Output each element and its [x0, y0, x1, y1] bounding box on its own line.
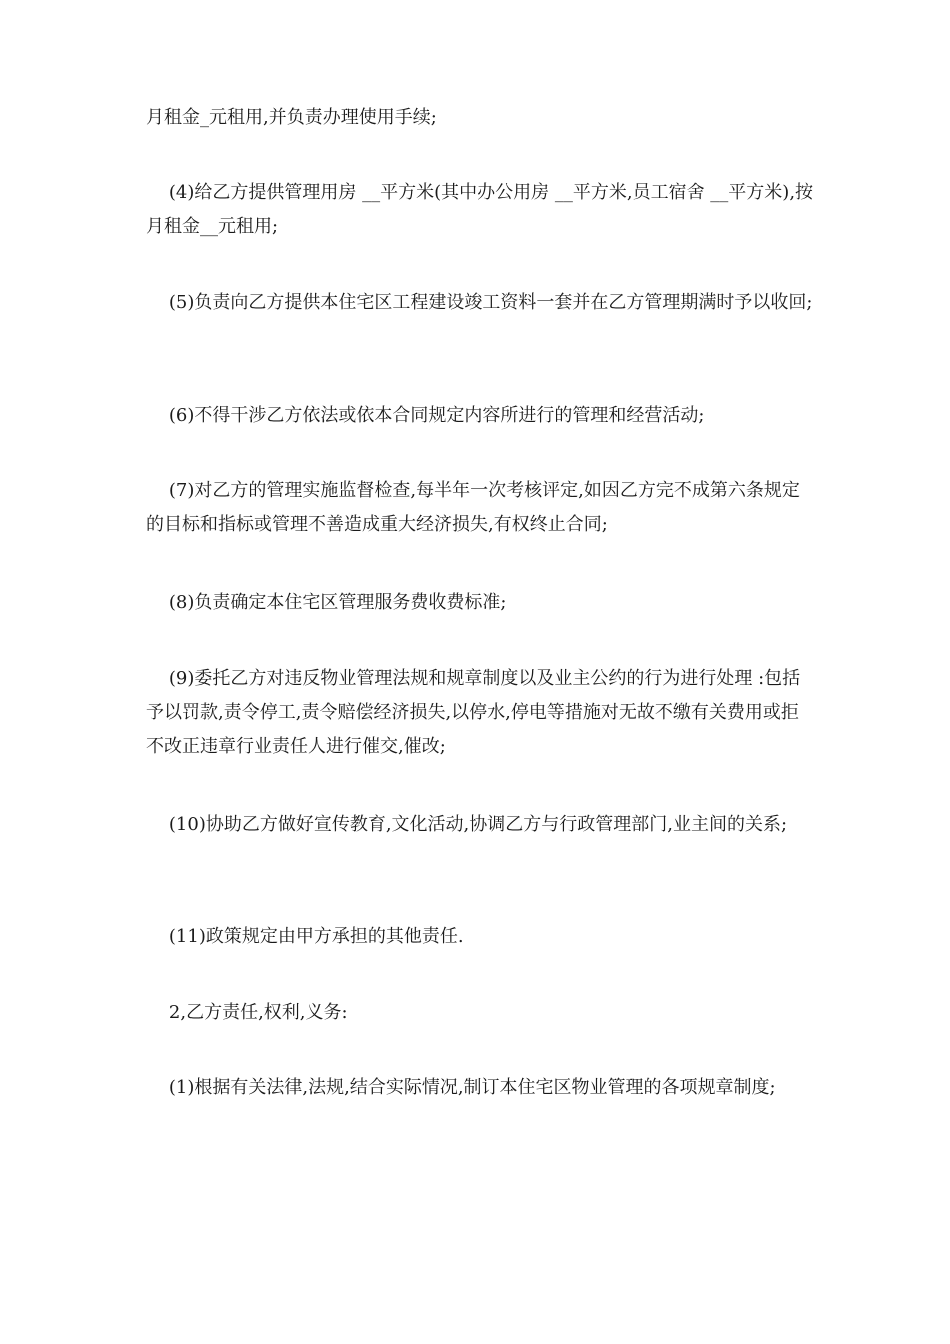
paragraph-item-5: (5)负责向乙方提供本住宅区工程建设竣工资料一套并在乙方管理期满时予以收回; [146, 292, 813, 313]
paragraph-b-item-1: (1)根据有关法律,法规,结合实际情况,制订本住宅区物业管理的各项规章制度; [146, 1077, 776, 1098]
section-heading-party-b: 2,乙方责任,权利,义务: [146, 1002, 348, 1023]
paragraph-item-6: (6)不得干涉乙方依法或依本合同规定内容所进行的管理和经营活动; [146, 405, 705, 426]
paragraph-item-4: (4)给乙方提供管理用房 __平方米(其中办公用房 __平方米,员工宿舍 __平方米),按月租金__元租用; [146, 182, 814, 237]
paragraph-item-8: (8)负责确定本住宅区管理服务费收费标准; [146, 592, 507, 613]
paragraph-item-10: (10)协助乙方做好宣传教育,文化活动,协调乙方与行政管理部门,业主间的关系; [146, 814, 788, 835]
paragraph-item-11: (11)政策规定由甲方承担的其他责任. [146, 926, 464, 947]
paragraph-item-9: (9)委托乙方对违反物业管理法规和规章制度以及业主公约的行为进行处理 :包括予以罚款,责令停工,责令赔偿经济损失,以停水,停电等措施对无故不缴有关费用或拒不改正违章行业责任人进行催交,催改; [146, 668, 801, 757]
paragraph-rent-continuation: 月租金_元租用,并负责办理使用手续; [146, 107, 437, 128]
paragraph-item-7: (7)对乙方的管理实施监督检查,每半年一次考核评定,如因乙方完不成第六条规定的目标和指标或管理不善造成重大经济损失,有权终止合同; [146, 480, 800, 535]
